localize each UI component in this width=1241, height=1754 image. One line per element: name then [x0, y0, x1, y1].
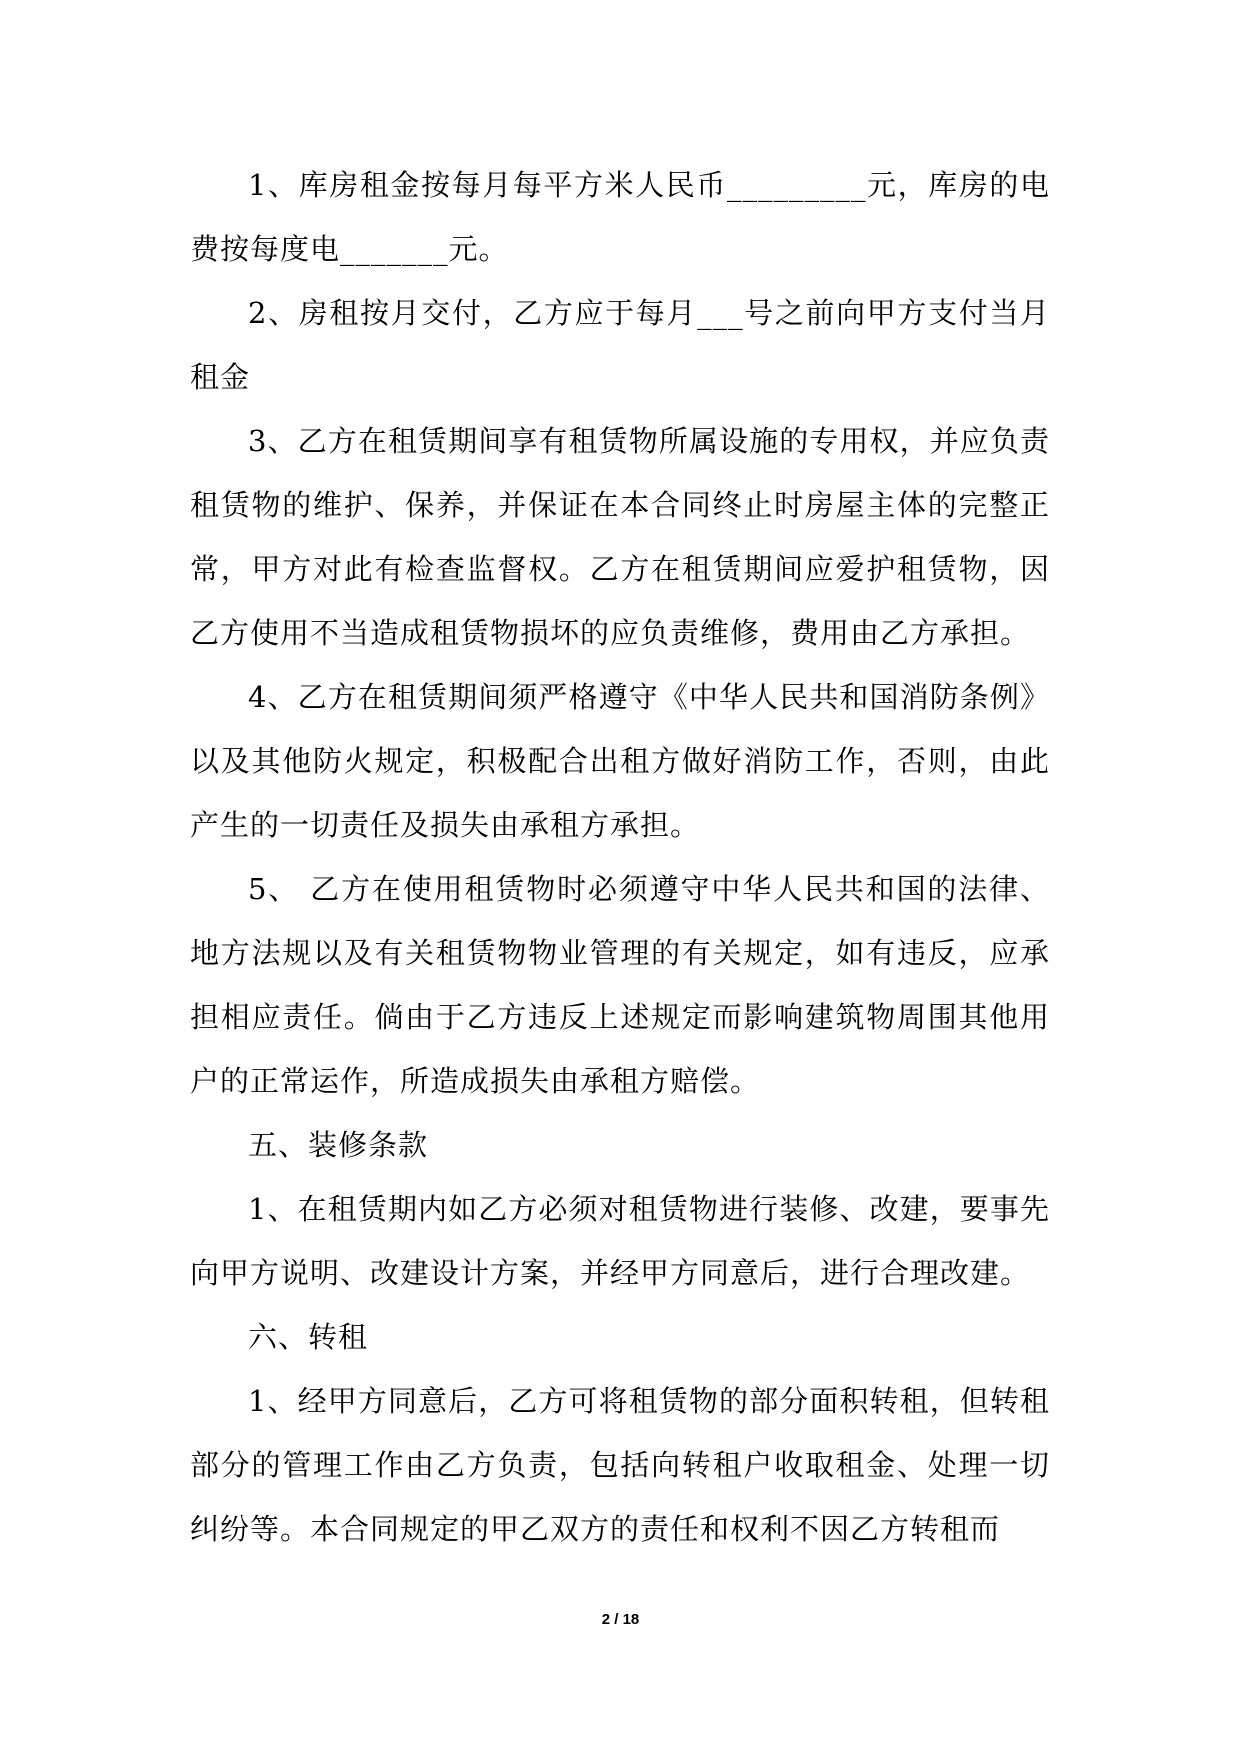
paragraph-renovation: 1、在租赁期内如乙方必须对租赁物进行装修、改建，要事先向甲方说明、改建设计方案，并经甲方同意后，进行合理改建。 — [190, 1192, 1050, 1290]
paragraph-sublease: 1、经甲方同意后，乙方可将租赁物的部分面积转租，但转租部分的管理工作由乙方负责，包括向转租户收取租金、处理一切纠纷等。本合同规定的甲乙双方的责任和权利不因乙方转租而 — [190, 1384, 1050, 1546]
paragraph-maintenance: 3、乙方在租赁期间享有租赁物所属设施的专用权，并应负责租赁物的维护、保养，并保证在本合同终止时房屋主体的完整正常，甲方对此有检查监督权。乙方在租赁期间应爱护租赁物，因乙方使用不当造成租赁物损坏的应负责维修，费用由乙方承担。 — [190, 424, 1050, 650]
page-number: 2 / 18 — [601, 1611, 640, 1628]
paragraph-fire-safety: 4、乙方在租赁期间须严格遵守《中华人民共和国消防条例》以及其他防火规定，积极配合出租方做好消防工作，否则，由此产生的一切责任及损失由承租方承担。 — [190, 680, 1050, 842]
paragraph-rent-price: 1、库房租金按每月每平方米人民币_________元，库房的电费按每度电_______元。 — [190, 168, 1050, 266]
section-heading-sublease: 六、转租 — [248, 1320, 369, 1354]
document-body — [190, 153, 1050, 1561]
paragraph-legal-compliance: 5、 乙方在使用租赁物时必须遵守中华人民共和国的法律、地方法规以及有关租赁物物业管理的有关规定，如有违反，应承担相应责任。倘由于乙方违反上述规定而影响建筑物周围其他用户的正常运作，所造成损失由承租方赔偿。 — [190, 872, 1050, 1098]
section-heading-renovation: 五、装修条款 — [248, 1128, 429, 1162]
paragraph-rent-payment: 2、房租按月交付，乙方应于每月___号之前向甲方支付当月租金 — [190, 296, 1050, 394]
